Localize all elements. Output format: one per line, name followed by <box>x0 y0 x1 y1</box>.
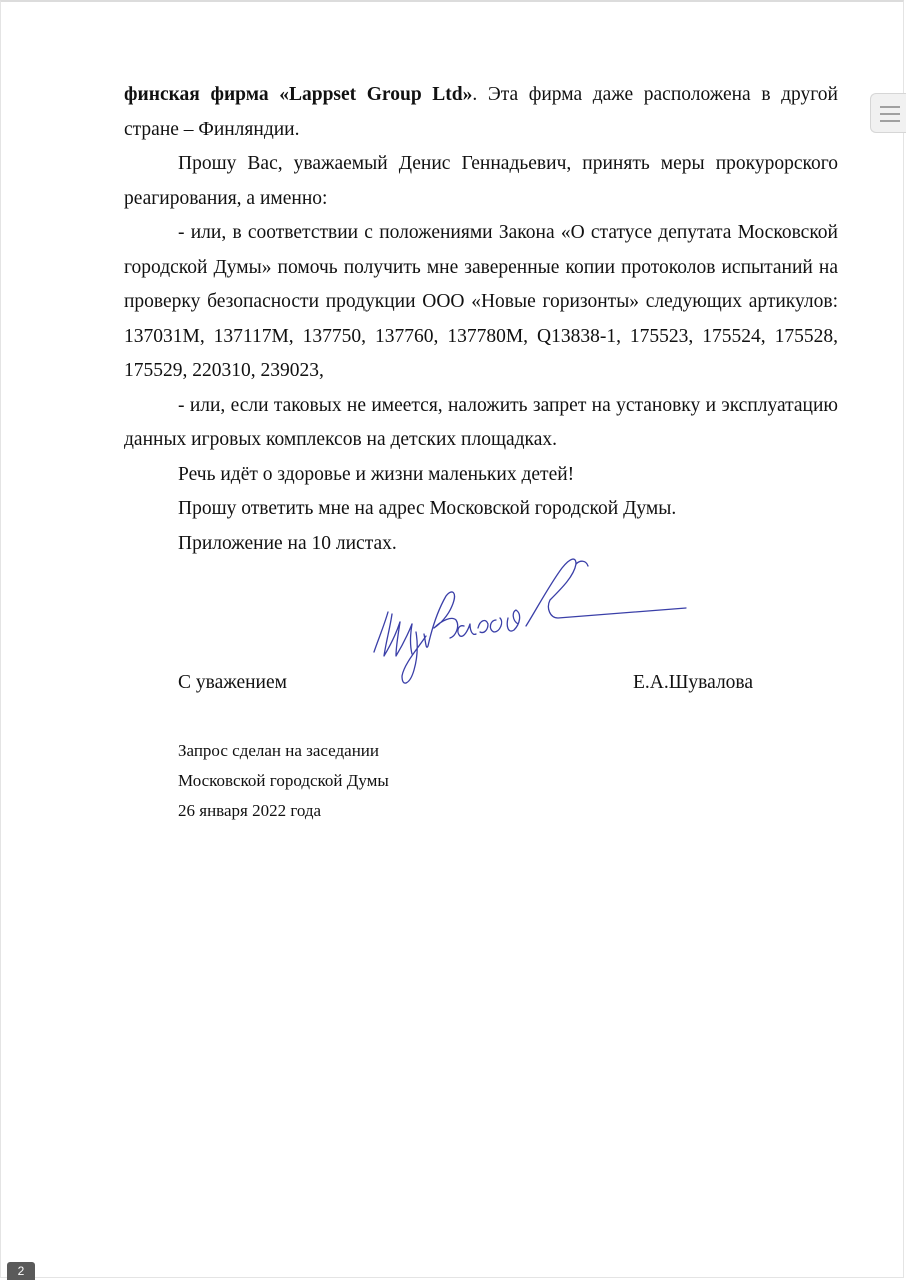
closing-phrase: С уважением <box>178 672 287 693</box>
company-location-text: . Эта фирма даже расположена в другой стране – Финляндии. <box>124 84 838 140</box>
page-number-badge: 2 <box>7 1262 35 1280</box>
signer-name: Е.А.Шувалова <box>633 672 754 693</box>
note-line: Запрос сделан на заседании <box>178 741 379 760</box>
request-note <box>178 736 389 826</box>
paragraph-option-copies: - или, в соответствии с положениями Закона «О статусе депутата Московской городской Думы» помочь получить мне заверенные копии протоколов испытаний на проверку безопасности продукции ООО «Новые горизонты» следующих артикулов: 137031М, 137117М, 137750, 137760, 137780М, Q13838-1, 175523, 175524, 175528, 175529, 220310, 239023, <box>124 222 838 381</box>
paragraph-children-health: Речь идёт о здоровье и жизни маленьких детей! <box>178 463 575 485</box>
paragraph-reply-address: Прошу ответить мне на адрес Московской городской Думы. <box>178 498 677 519</box>
hamburger-menu-icon[interactable] <box>870 93 906 133</box>
company-name: финская фирма «Lappset Group Ltd» <box>124 84 473 105</box>
note-date: 26 января 2022 года <box>178 801 322 820</box>
note-line: Московской городской Думы <box>178 771 389 790</box>
paragraph-option-ban: - или, если таковых не имеется, наложить запрет на установку и эксплуатацию данных игровых комплексов на детских площадках. <box>124 394 838 450</box>
letter-body <box>124 78 838 561</box>
paragraph-request: Прошу Вас, уважаемый Денис Геннадьевич, принять меры прокурорского реагирования, а именно: <box>124 153 838 209</box>
paragraph-attachment: Приложение на 10 листах. <box>178 532 397 554</box>
handwritten-signature <box>366 548 706 688</box>
paragraph-company <box>124 78 838 147</box>
